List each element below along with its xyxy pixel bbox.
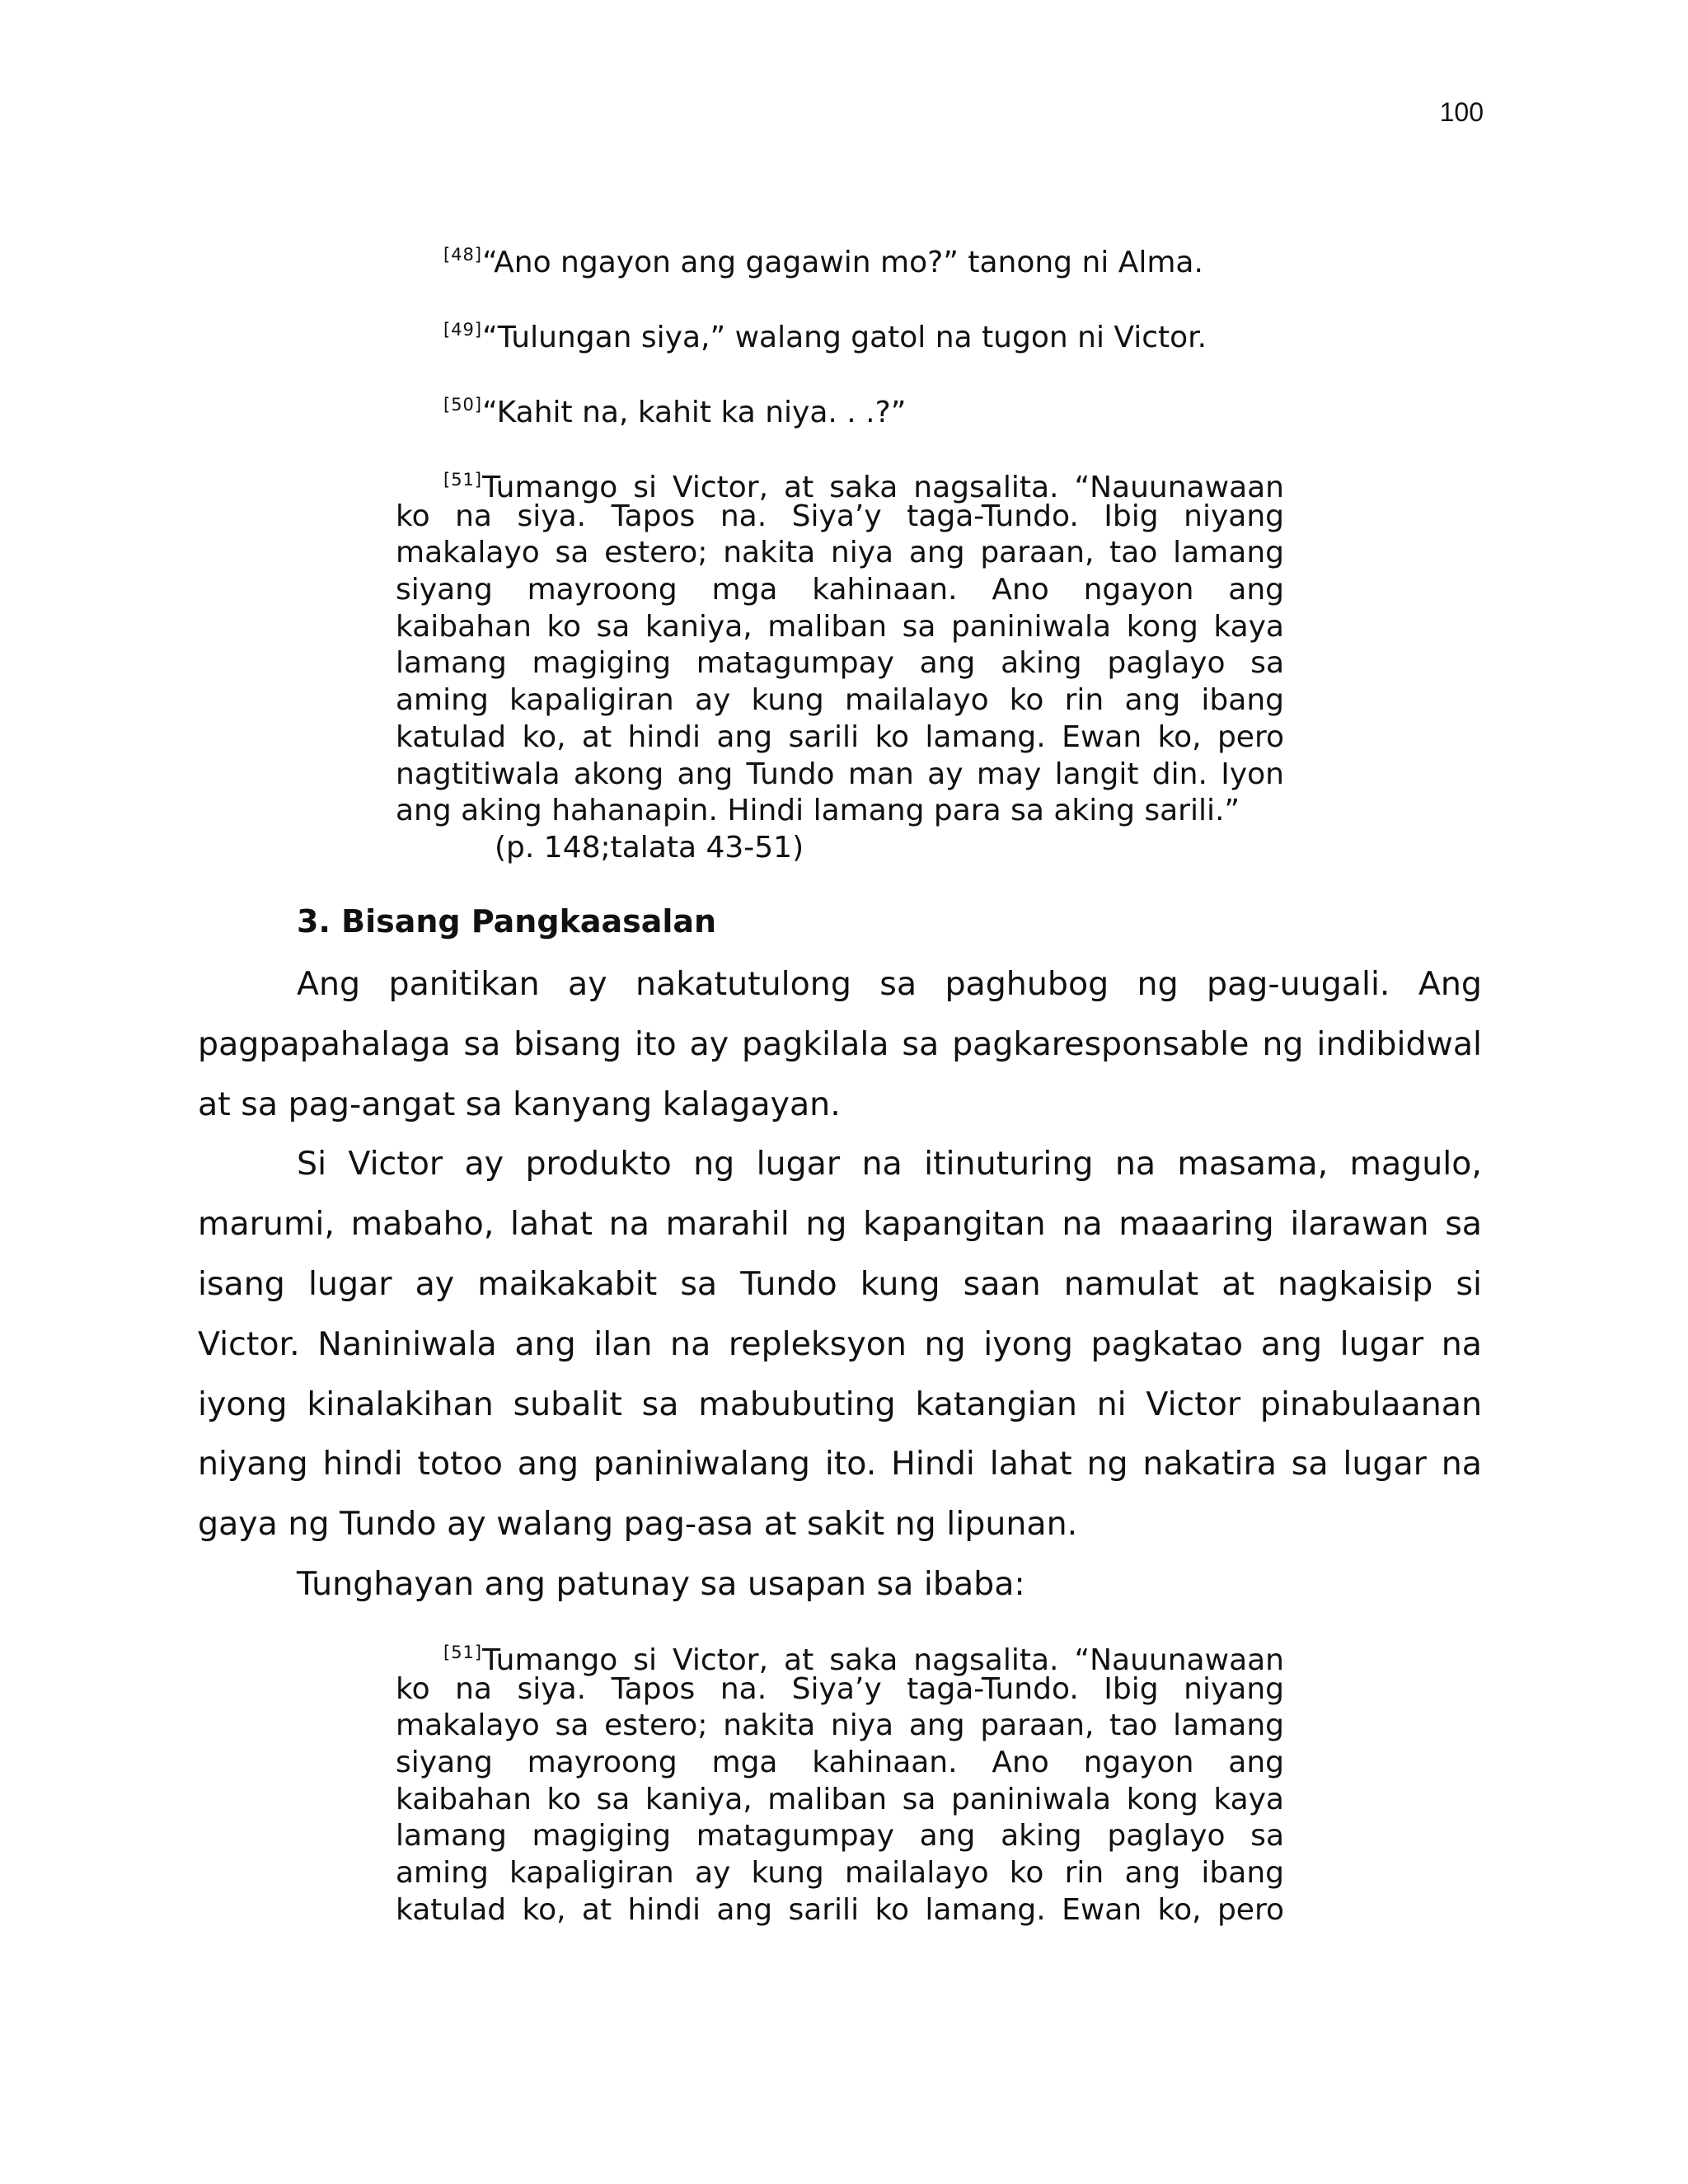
quote-citation: (p. 148;talata 43-51) <box>495 830 804 865</box>
body-line: Si Victor ay produkto ng lugar na itinuturing na masama, magulo, <box>297 1145 1482 1183</box>
quote-line: makalayo sa estero; nakita niya ang paraan, tao lamang <box>396 1708 1284 1743</box>
dialogue-line-49 <box>443 312 1284 356</box>
paragraph-reference: [48] <box>443 245 483 265</box>
dialogue-line-48 <box>443 237 1284 281</box>
body-line: pagpapahalaga sa bisang ito ay pagkilala sa pagkaresponsable ng indibidwal <box>198 1024 1482 1063</box>
quote-line: nagtitiwala akong ang Tundo man ay may langit din. Iyon <box>396 757 1284 791</box>
quote-line: kaibahan ko sa kaniya, maliban sa paniniwala kong kaya <box>396 609 1284 644</box>
body-line: Tunghayan ang patunay sa usapan sa ibaba: <box>297 1564 1025 1603</box>
paragraph-reference: [49] <box>443 320 483 340</box>
quote-line: makalayo sa estero; nakita niya ang paraan, tao lamang <box>396 536 1284 570</box>
body-line: Ang panitikan ay nakatutulong sa paghubog ng pag-uugali. Ang <box>297 965 1482 1003</box>
quote-line: lamang magiging matagumpay ang aking paglayo sa <box>396 1819 1284 1854</box>
dialogue-text: “Ano ngayon ang gagawin mo?” tanong ni Alma. <box>482 246 1203 279</box>
block-quote-2 <box>396 1634 1284 1929</box>
body-line: iyong kinalakihan subalit sa mabubuting katangian ni Victor pinabulaanan <box>198 1385 1482 1423</box>
paragraph-reference: [50] <box>443 395 483 415</box>
quote-line: aming kapaligiran ay kung mailalayo ko rin ang ibang <box>396 1856 1284 1891</box>
quote-line: katulad ko, at hindi ang sarili ko lamang. Ewan ko, pero <box>396 1892 1284 1927</box>
body-line: at sa pag-angat sa kanyang kalagayan. <box>198 1085 841 1123</box>
quote-line: ko na siya. Tapos na. Siya’y taga-Tundo. Ibig niyang <box>396 499 1284 533</box>
dialogue-text: “Kahit na, kahit ka niya. . .?” <box>482 396 907 429</box>
paragraph-reference: [51] <box>443 470 483 490</box>
dialogue-text: “Tulungan siya,” walang gatol na tugon ni Victor. <box>482 321 1207 354</box>
body-line: Victor. Naniniwala ang ilan na repleksyon ng iyong pagkatao ang lugar na <box>198 1324 1482 1363</box>
quote-line: ang aking hahanapin. Hindi lamang para sa aking sarili.” <box>396 794 1240 828</box>
page-number: 100 <box>1439 97 1484 127</box>
quote-line: [51]Tumango si Victor, at saka nagsalita. “Nauunawaan <box>443 1643 1284 1677</box>
body-line: niyang hindi totoo ang paniniwalang ito. Hindi lahat ng nakatira sa lugar na <box>198 1445 1482 1483</box>
body-line: isang lugar ay maikakabit sa Tundo kung saan namulat at nagkaisip si <box>198 1264 1482 1303</box>
dialogue-line-50 <box>443 387 1284 431</box>
body-line: gaya ng Tundo ay walang pag-asa at sakit ng lipunan. <box>198 1505 1078 1544</box>
quote-line: ko na siya. Tapos na. Siya’y taga-Tundo. Ibig niyang <box>396 1671 1284 1706</box>
quote-line: aming kapaligiran ay kung mailalayo ko rin ang ibang <box>396 683 1284 718</box>
quote-line: lamang magiging matagumpay ang aking paglayo sa <box>396 646 1284 681</box>
paragraph-reference: [51] <box>443 1643 483 1662</box>
quote-line: [51]Tumango si Victor, at saka nagsalita. “Nauunawaan <box>443 470 1284 504</box>
body-text <box>198 954 1482 1615</box>
section-heading: 3. Bisang Pangkaasalan <box>297 903 717 940</box>
quote-line: siyang mayroong mga kahinaan. Ano ngayon ang <box>396 573 1284 607</box>
body-line: marumi, mabaho, lahat na marahil ng kapangitan na maaaring ilarawan sa <box>198 1205 1482 1244</box>
quote-line: kaibahan ko sa kaniya, maliban sa paniniwala kong kaya <box>396 1782 1284 1816</box>
quote-line: siyang mayroong mga kahinaan. Ano ngayon ang <box>396 1746 1284 1780</box>
block-quote-1 <box>396 462 1284 867</box>
quote-line: katulad ko, at hindi ang sarili ko lamang. Ewan ko, pero <box>396 719 1284 754</box>
